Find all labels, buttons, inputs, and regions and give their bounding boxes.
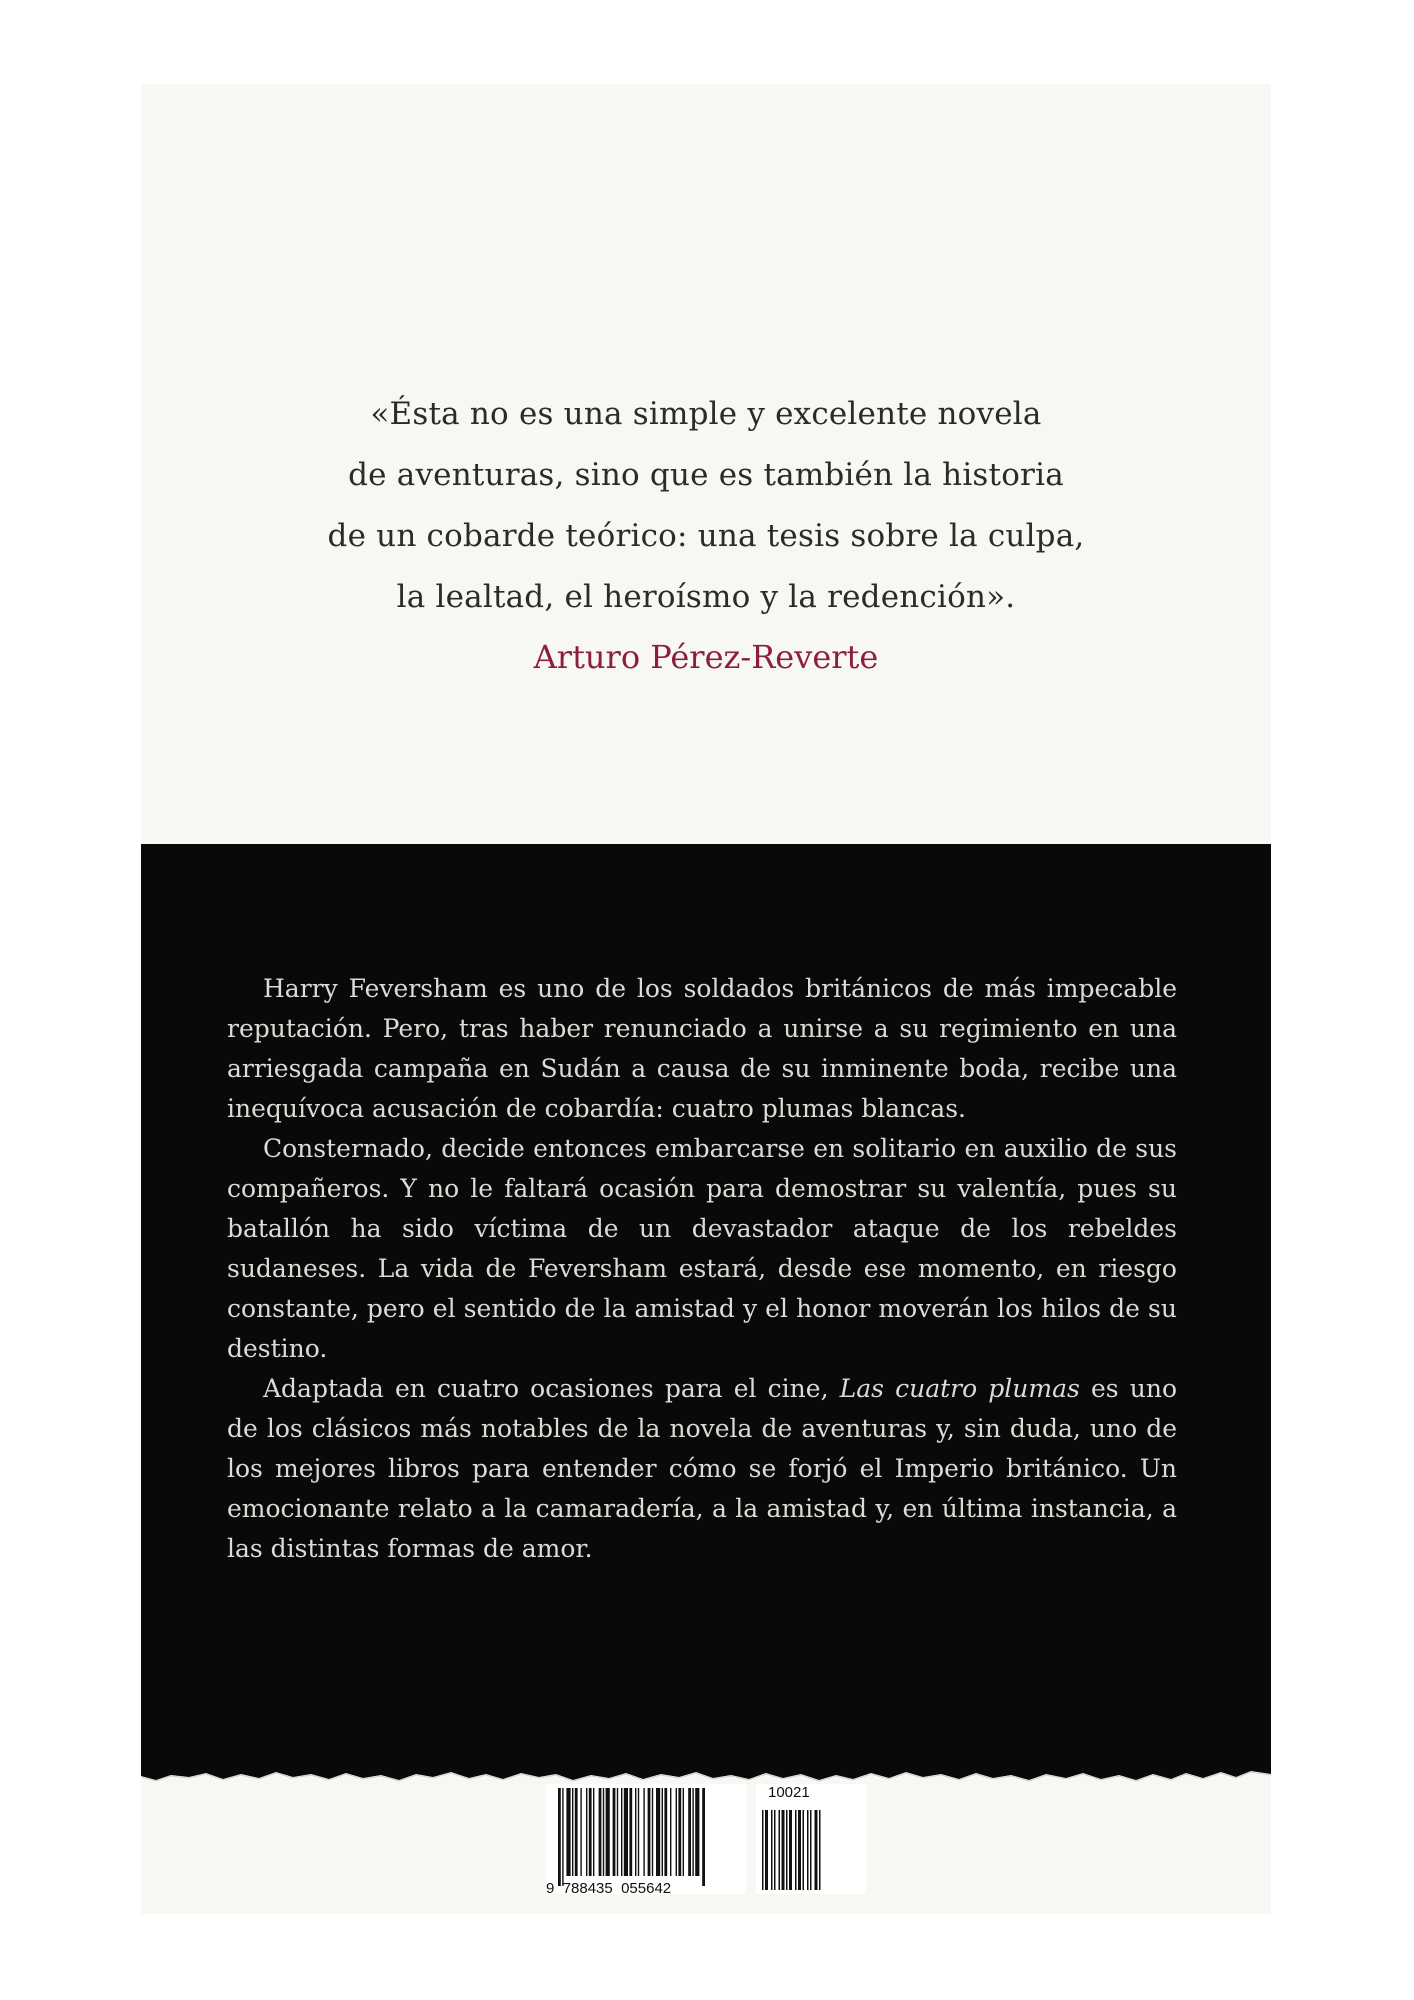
synopsis-paragraph — [227, 1129, 1177, 1369]
synopsis-paragraph — [227, 1369, 1177, 1569]
synopsis-text-end: es uno de los clásicos más notables de la novela de aventuras y, sin duda, uno de los mejores libros para entender cómo se forjó el Imperio británico. Un emocionante relato a la camaradería, a la amistad y, en última instancia, a las distintas formas de amor. — [227, 1374, 1178, 1563]
synopsis-text — [227, 969, 1177, 1569]
quote-line: de aventuras, sino que es también la historia — [348, 457, 1064, 493]
quote-author: Arturo Pérez-Reverte — [533, 638, 879, 676]
barcode-bars-main — [546, 1784, 746, 1894]
review-quote — [141, 384, 1271, 686]
barcode-digit-group: 055642 — [621, 1880, 672, 1897]
isbn-barcode — [546, 1784, 876, 1909]
quote-line: «Ésta no es una simple y excelente novela — [370, 396, 1042, 432]
book-back-cover — [141, 84, 1271, 1914]
barcode-addon-number: 10021 — [768, 1784, 810, 1801]
quote-line: la lealtad, el heroísmo y la redención». — [396, 579, 1016, 615]
barcode-digits — [546, 1880, 756, 1898]
book-title: Las cuatro plumas — [839, 1374, 1080, 1403]
barcode-digit-group: 788435 — [562, 1880, 613, 1897]
synopsis-paragraph: Harry Feversham es uno de los soldados británicos de más impecable reputación. Pero, tras haber renunciado a unirse a su regimiento en una arriesgada campaña en Sudán a causa de su inminente boda, recibe una inequívoca acusación de cobardía: cuatro plumas blancas. — [227, 974, 1177, 1123]
quote-line: de un cobarde teórico: una tesis sobre la culpa, — [327, 518, 1085, 554]
synopsis-text-start: Consternado, decide entonces embarcarse en solitario en auxilio de sus compañeros. Y no le faltará ocasión para demostrar su valentía, pues su batallón ha sido víctima de un devastador ataque de los rebeldes sudaneses. La vida de Feversham estará, desde ese momento, en riesgo constante, pero el sentido de la amistad y el honor moverán los hilos de su destino. — [227, 1134, 1177, 1363]
barcode-digit-prefix: 9 — [546, 1880, 555, 1897]
synopsis-text-start: Adaptada en cuatro ocasiones para el cine, — [263, 1374, 829, 1403]
